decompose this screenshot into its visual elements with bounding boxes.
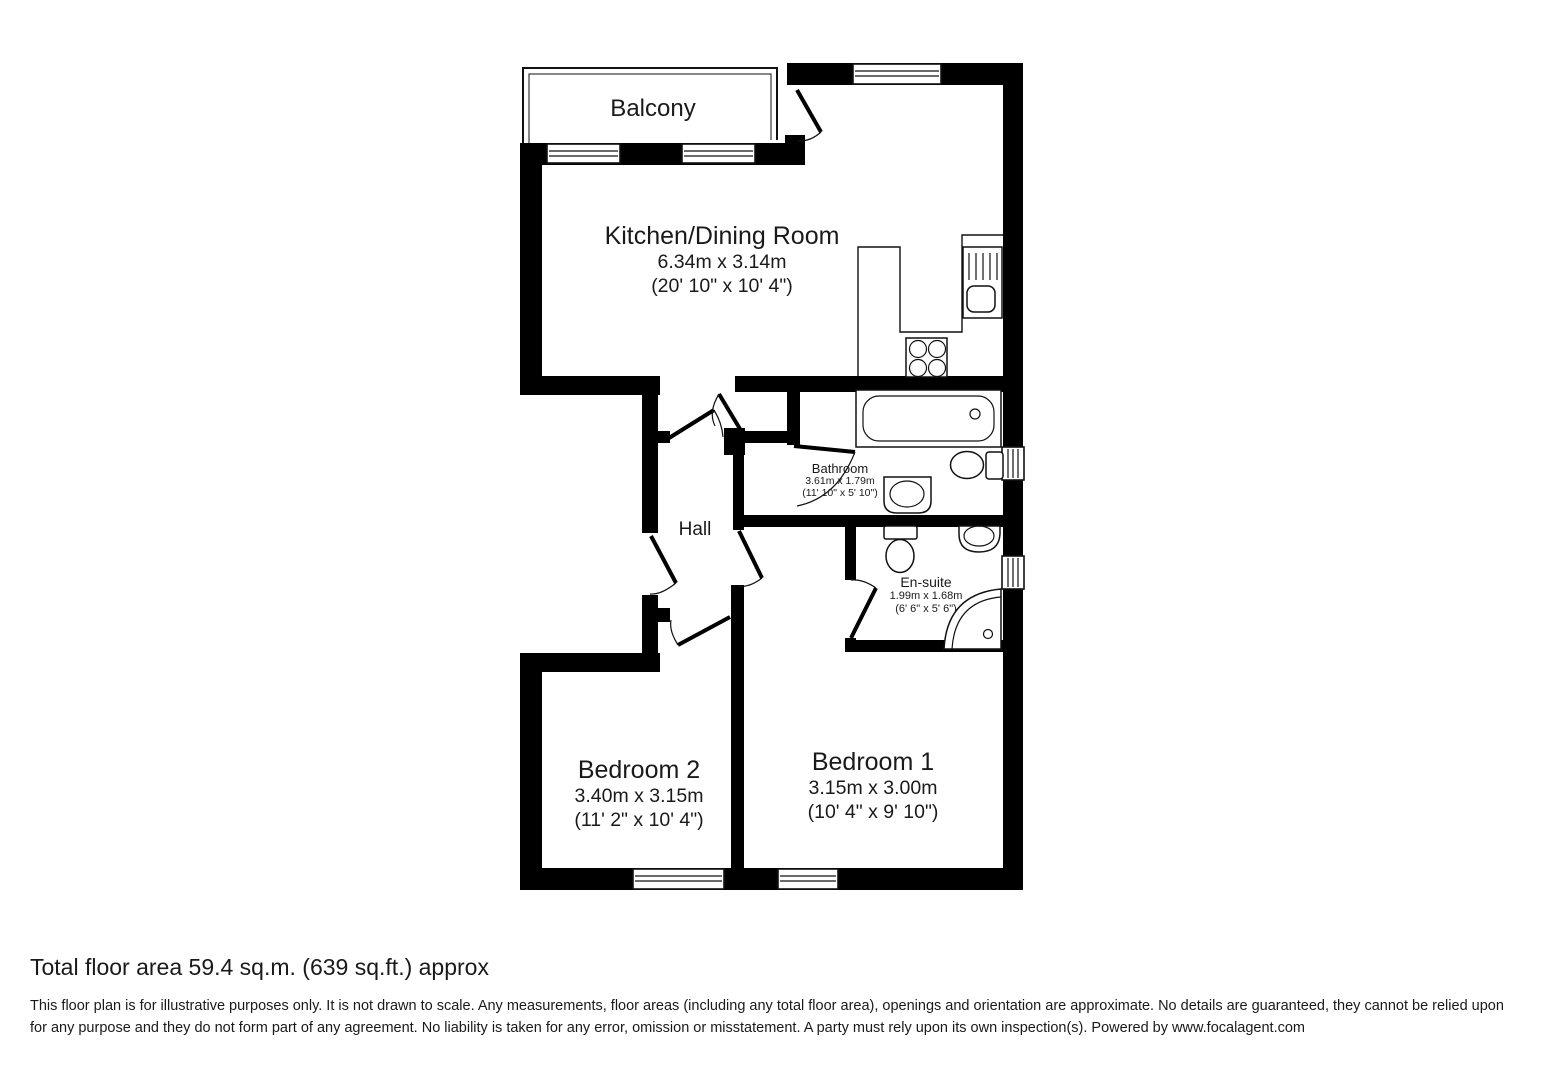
room-dims-metric: 1.99m x 1.68m	[889, 590, 963, 602]
bedroom1-door	[738, 531, 762, 586]
room-name: Kitchen/Dining Room	[604, 222, 840, 250]
room-name: En-suite	[900, 574, 952, 590]
room-name: Bedroom 1	[811, 748, 935, 776]
disclaimer-text: This floor plan is for illustrative purposes only. It is not drawn to scale. Any measurements, floor areas (including any total floor area), openings and orientation are approximate. No details are guaranteed, they cannot be relied upon for any purpose and they do not form part of any agreement. No liability is taken for any error, omission or misstatement. A party must rely upon its own inspection(s). Powered by www.focalagent.com	[30, 998, 1504, 1036]
bedroom1-room-label	[808, 748, 939, 824]
room-dims-metric: 3.15m x 3.00m	[808, 777, 938, 799]
bathroom-wall-window	[1002, 447, 1024, 480]
bathtub-icon	[856, 390, 1001, 447]
kitchen-door	[669, 410, 723, 438]
room-dims-metric: 6.34m x 3.14m	[657, 251, 787, 273]
room-dims-imperial: (20' 10" x 10' 4")	[651, 274, 793, 297]
room-dims-imperial: (6' 6" x 5' 6")	[895, 602, 957, 615]
doors	[650, 90, 876, 645]
ensuite-toilet-icon	[884, 526, 917, 573]
window	[682, 144, 755, 163]
room-name: Bathroom	[811, 461, 869, 476]
room-name: Bedroom 2	[577, 756, 701, 784]
total-floor-area-text: Total floor area 59.4 sq.m. (639 sq.ft.) approx	[30, 954, 489, 980]
room-dims-imperial: (11' 10" x 5' 10")	[802, 486, 878, 499]
room-dims-metric: 3.61m x 1.79m	[805, 475, 875, 487]
window	[633, 869, 724, 889]
bathroom-room-label	[802, 462, 877, 499]
bathroom-toilet-icon	[951, 452, 1004, 480]
entrance-door	[650, 536, 676, 594]
ensuite-room-label	[890, 574, 963, 615]
kitchen-room-label	[605, 222, 840, 298]
hall-label: Hall	[678, 519, 712, 540]
bathroom-sink-icon	[884, 477, 931, 513]
ensuite-door	[851, 580, 876, 638]
window	[547, 144, 620, 163]
hob-icon	[906, 338, 947, 377]
bedroom2-door	[671, 617, 730, 645]
room-dims-imperial: (10' 4" x 9' 10")	[807, 800, 939, 823]
room-dims-imperial: (11' 2" x 10' 4")	[574, 808, 704, 831]
kitchen-hall-door	[712, 394, 740, 429]
kitchen-sink-icon	[963, 247, 1002, 318]
ensuite-sink-icon	[959, 526, 1000, 552]
balcony-door	[797, 90, 821, 141]
balcony-label: Balcony	[610, 95, 696, 122]
window	[778, 869, 838, 889]
window	[853, 64, 941, 84]
bedroom2-room-label	[574, 756, 703, 832]
room-dims-metric: 3.40m x 3.15m	[574, 785, 704, 807]
ensuite-wall-window	[1002, 556, 1024, 589]
